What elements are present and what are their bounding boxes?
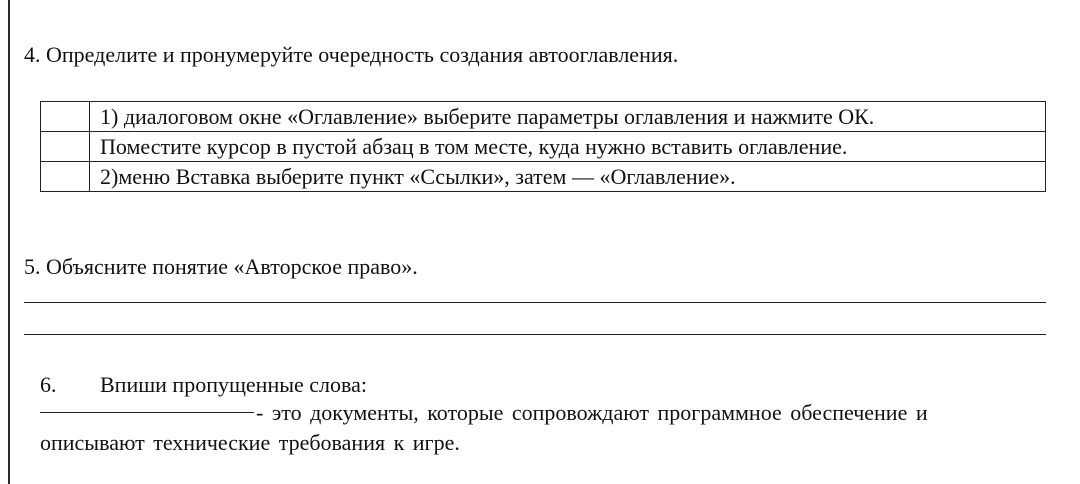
order-number-cell[interactable]	[41, 102, 90, 132]
step-text-cell: 1) диалоговом окне «Оглавление» выберите параметры оглавления и нажмите ОК.	[90, 102, 1046, 132]
page-left-border	[8, 0, 10, 484]
question-5-title: 5. Объясните понятие «Авторское право».	[24, 254, 418, 279]
table-row	[41, 132, 1046, 162]
question-4-title: 4. Определите и пронумеруйте очередность создания автооглавления.	[24, 42, 679, 67]
question-6-sentence-line-1: - это документы, которые сопровождают программное обеспечение и	[256, 400, 928, 425]
step-text-cell: 2)меню Вставка выберите пункт «Ссылки», затем — «Оглавление».	[90, 162, 1046, 192]
order-number-cell[interactable]	[41, 162, 90, 192]
question-6-sentence-line-2: описывают технические требования к игре.	[40, 430, 460, 455]
table-row	[41, 102, 1046, 132]
step-text-cell: Поместите курсор в пустой абзац в том месте, куда нужно вставить оглавление.	[90, 132, 1046, 162]
table-row	[41, 162, 1046, 192]
question-6-title: Впиши пропущенные слова:	[100, 372, 367, 397]
ordering-table	[40, 101, 1046, 192]
question-6-number: 6.	[40, 372, 57, 397]
answer-line[interactable]	[24, 302, 1046, 303]
answer-line[interactable]	[24, 334, 1046, 335]
order-number-cell[interactable]	[41, 132, 90, 162]
fill-in-blank[interactable]	[40, 412, 254, 413]
